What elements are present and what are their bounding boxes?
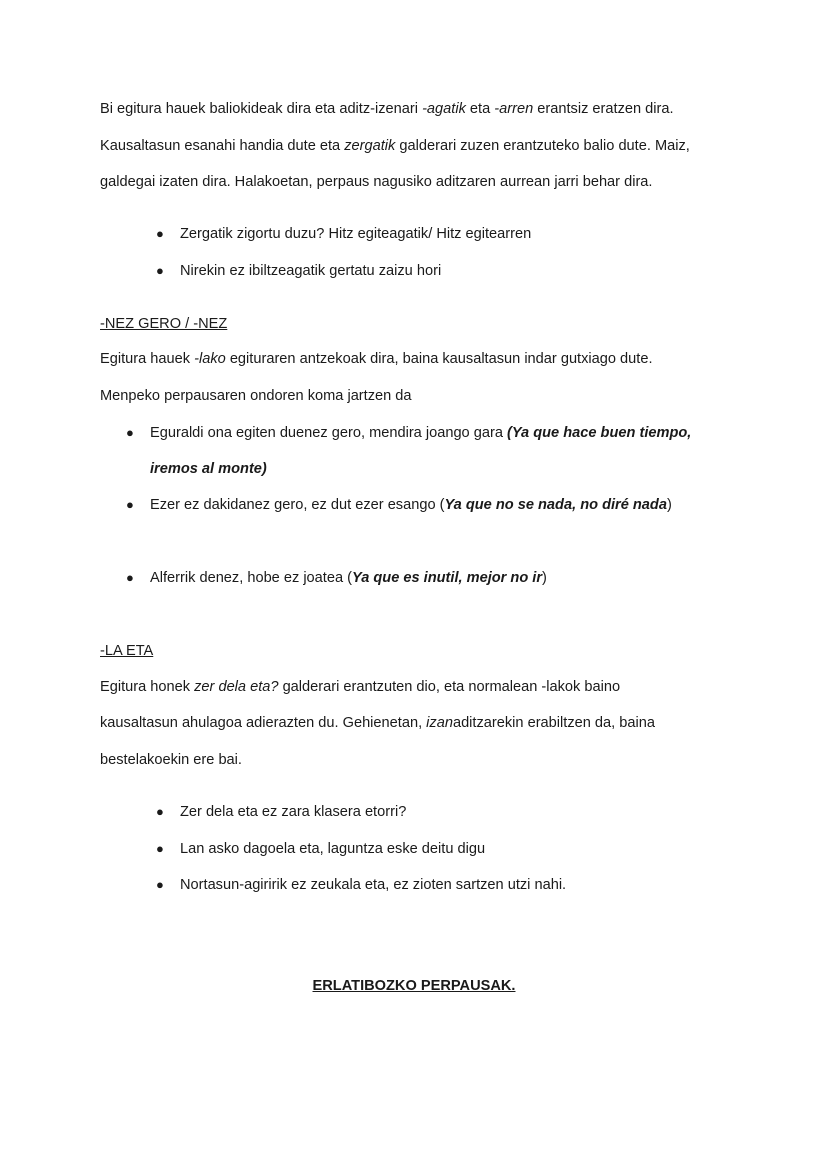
list-item: Nirekin ez ibiltzeagatik gertatu zaizu hori [180,263,442,279]
bullet-icon: ● [156,804,164,819]
section-heading-la-eta: -LA ETA [100,643,154,659]
list-item: Nortasun-agiririk ez zeukala eta, ez zioten sartzen utzi nahi. [180,877,567,893]
list-item: Zergatik zigortu duzu? Hitz egiteagatik/ Hitz egitearren [180,226,532,242]
intro-line-3: galdegai izaten dira. Halakoetan, perpaus nagusiko aditzaren aurrean jarri behar dira. [100,174,653,190]
intro-line-1: Bi egitura hauek baliokideak dira eta aditz-izenari -agatik eta -arren erantsiz eratzen dira. [100,101,674,117]
intro-line-2: Kausaltasun esanahi handia dute eta zergatik galderari zuzen erantzuteko balio dute. Maiz, [100,138,690,154]
bullet-icon: ● [156,841,164,856]
sec3-line-3: bestelakoekin ere bai. [100,752,242,768]
sec2-line-2: Menpeko perpausaren ondoren koma jartzen da [100,388,412,404]
list-item: Alferrik denez, hobe ez joatea (Ya que es inutil, mejor no ir) [150,570,547,586]
bullet-icon: ● [156,226,164,241]
sec2-line-1: Egitura hauek -lako egituraren antzekoak dira, baina kausaltasun indar gutxiago dute. [100,351,653,367]
bullet-icon: ● [126,570,134,585]
section-title-erlatibozko: ERLATIBOZKO PERPAUSAK. [312,978,516,994]
sec3-line-1: Egitura honek zer dela eta? galderari erantzuten dio, eta normalean -lakok baino [100,679,621,695]
bullet-icon: ● [126,497,134,512]
list-item: Lan asko dagoela eta, laguntza eske deitu digu [180,841,486,857]
list-item: Ezer ez dakidanez gero, ez dut ezer esango (Ya que no se nada, no diré nada) [150,497,672,513]
bullet-icon: ● [156,877,164,892]
list-item: Zer dela eta ez zara klasera etorri? [180,804,407,820]
sec3-line-2: kausaltasun ahulagoa adierazten du. Gehienetan, izanaditzarekin erabiltzen da, baina [100,715,655,731]
list-item-continuation: iremos al monte) [150,461,267,477]
section-heading-nez-gero: -NEZ GERO / -NEZ [100,316,228,332]
bullet-icon: ● [156,263,164,278]
bullet-icon: ● [126,425,134,440]
list-item: Eguraldi ona egiten duenez gero, mendira joango gara (Ya que hace buen tiempo, [150,425,692,441]
